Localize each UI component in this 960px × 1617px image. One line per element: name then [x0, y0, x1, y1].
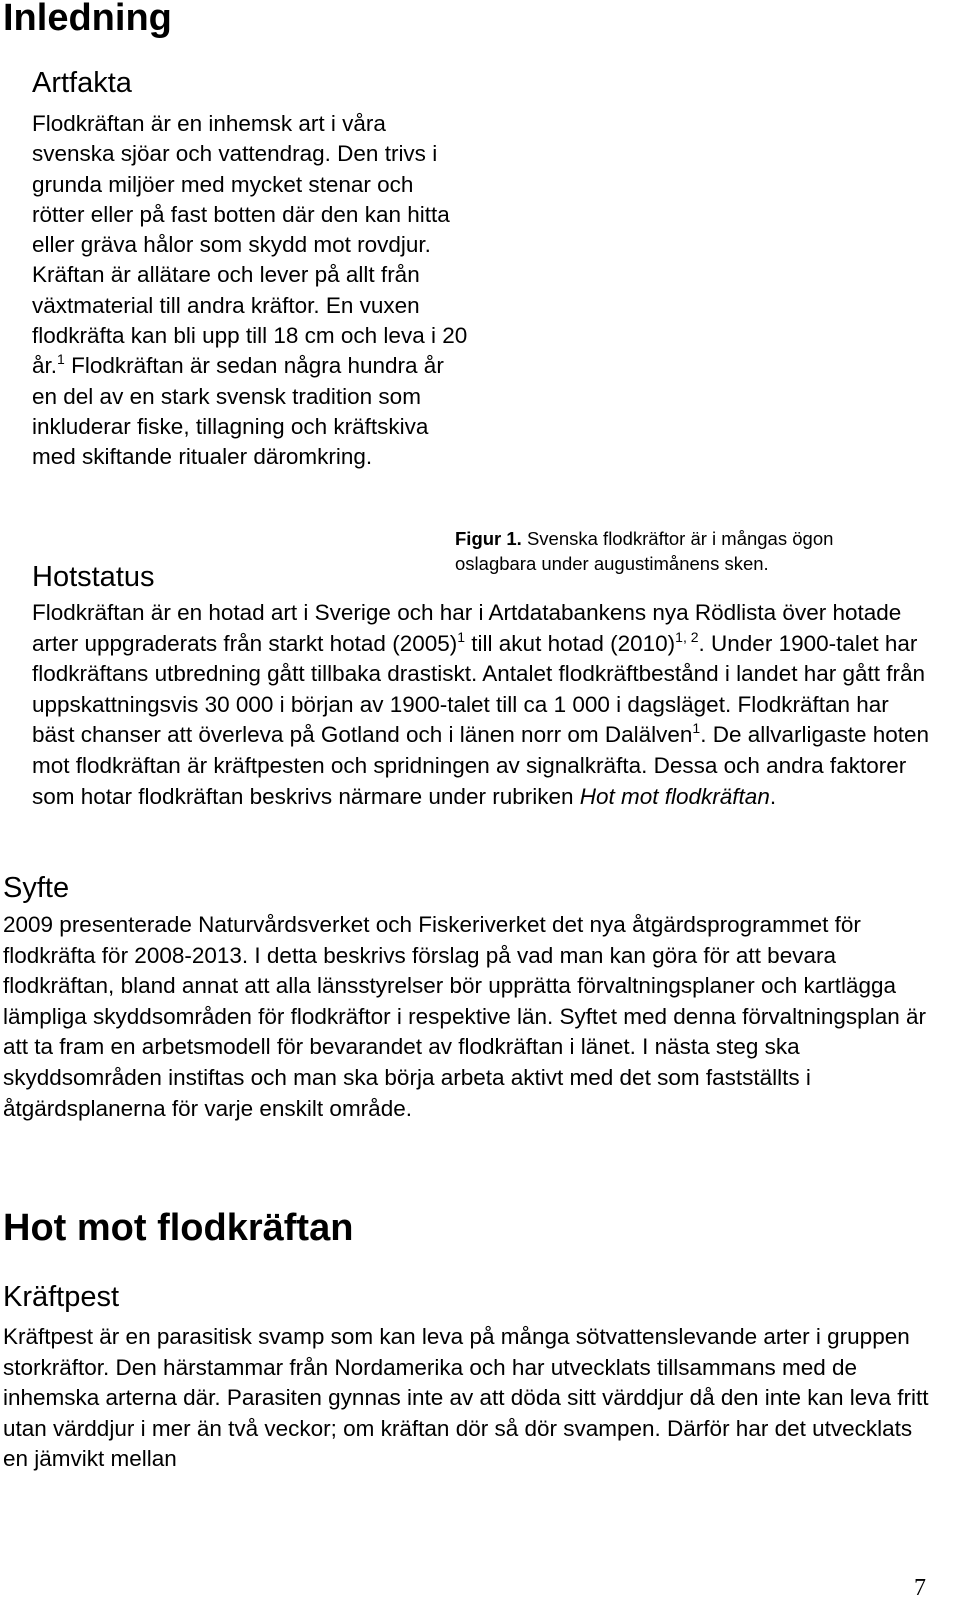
artfakta-text-b: Flodkräftan är sedan några hundra år en del av en stark svensk tradition som inkluderar fiske, tillagning och kräftskiva med skiftande ritualer däromkring. [32, 353, 444, 470]
footnote-ref: 1 [457, 628, 466, 645]
figure-caption [455, 526, 915, 576]
hotstatus-text-3: . Under 1900-talet har flodkräftans utbredning gått tillbaka drastiskt. Antalet flodkräftbestånd i landet har gått från uppskattningsvis 30 000 i början av 1900-talet till ca 1 000 i dagsläget. Flodkräftan har bäst chanser att överleva på Gotland och i länen norr om Dalälven [32, 630, 926, 748]
section-heading-artfakta: Artfakta [32, 67, 132, 99]
chapter-title-inledning: Inledning [3, 0, 172, 39]
artfakta-paragraph [32, 109, 472, 473]
section-heading-hotstatus: Hotstatus [32, 561, 155, 593]
hotstatus-text-2: till akut hotad (2010) [465, 630, 676, 656]
kraftpest-paragraph: Kräftpest är en parasitisk svamp som kan leva på många sötvattenslevande arter i gruppen storkräftor. Den härstammar från Nordamerika och har utvecklats tillsammans med de inhemska arterna där. Parasiten gynnas inte av att döda sitt värddjur då den inte kan leva fritt utan värddjur i mer än två veckor; om kräftan dör så dör svampen. Därför har det utvecklats en jämvikt mellan [3, 1324, 929, 1472]
footnote-ref: 1 [692, 720, 701, 737]
hotstatus-text-4: . De allvarligaste hoten mot flodkräftan är kräftpesten och spridningen av signalkräfta. Dessa och andra faktorer som hotar flodkräftan beskrivs närmare under rubriken [32, 722, 930, 809]
syfte-paragraph: 2009 presenterade Naturvårdsverket och Fiskeriverket det nya åtgärdsprogrammet för flodkräfta för 2008-2013. I detta beskrivs förslag på vad man kan göra för att bevara flodkräftan, bland annat att alla länsstyrelser bör upprätta förvaltningsplaner och kartlägga lämpliga skyddsområden för flodkräftor i respektive län. Syftet med denna förvaltningsplan är att ta fram en arbetsmodell för bevarandet av flodkräftan i länet. I nästa steg ska skyddsområden instiftas och man ska börja arbeta aktivt med det som fastställts i åtgärdsplanerna för varje enskilt område. [3, 912, 926, 1121]
page-number: 7 [914, 1575, 926, 1601]
section-heading-kraftpest: Kräftpest [3, 1281, 120, 1313]
figure-caption-text: Svenska flodkräftor är i mångas ögon oslagbara under augustimånens sken. [455, 528, 834, 574]
hotstatus-text-6: . [769, 783, 777, 809]
footnote-ref: 1, 2 [675, 628, 699, 645]
chapter-title-hot: Hot mot flodkräftan [3, 1207, 354, 1249]
figure-label: Figur 1. [455, 528, 522, 549]
artfakta-text-a: Flodkräftan är en inhemsk art i våra svenska sjöar och vattendrag. Den trivs i grunda miljöer med mycket stenar och rötter eller på fast botten där den kan hitta eller gräva hålor som skydd mot rovdjur. Kräftan är allätare och lever på allt från växtmaterial till andra kräftor. En vuxen flodkräfta kan bli upp till 18 cm och leva i 20 år. [32, 111, 468, 379]
footnote-ref: 1 [57, 351, 65, 368]
hotstatus-text-1: Flodkräftan är en hotad art i Sverige och har i Artdatabankens nya Rödlista över hotade arter uppgraderats från starkt hotad (2005) [32, 600, 902, 656]
hotstatus-paragraph [32, 598, 937, 812]
section-heading-syfte: Syfte [3, 872, 70, 904]
hotstatus-crossref: Hot mot flodkräftan [579, 783, 770, 809]
